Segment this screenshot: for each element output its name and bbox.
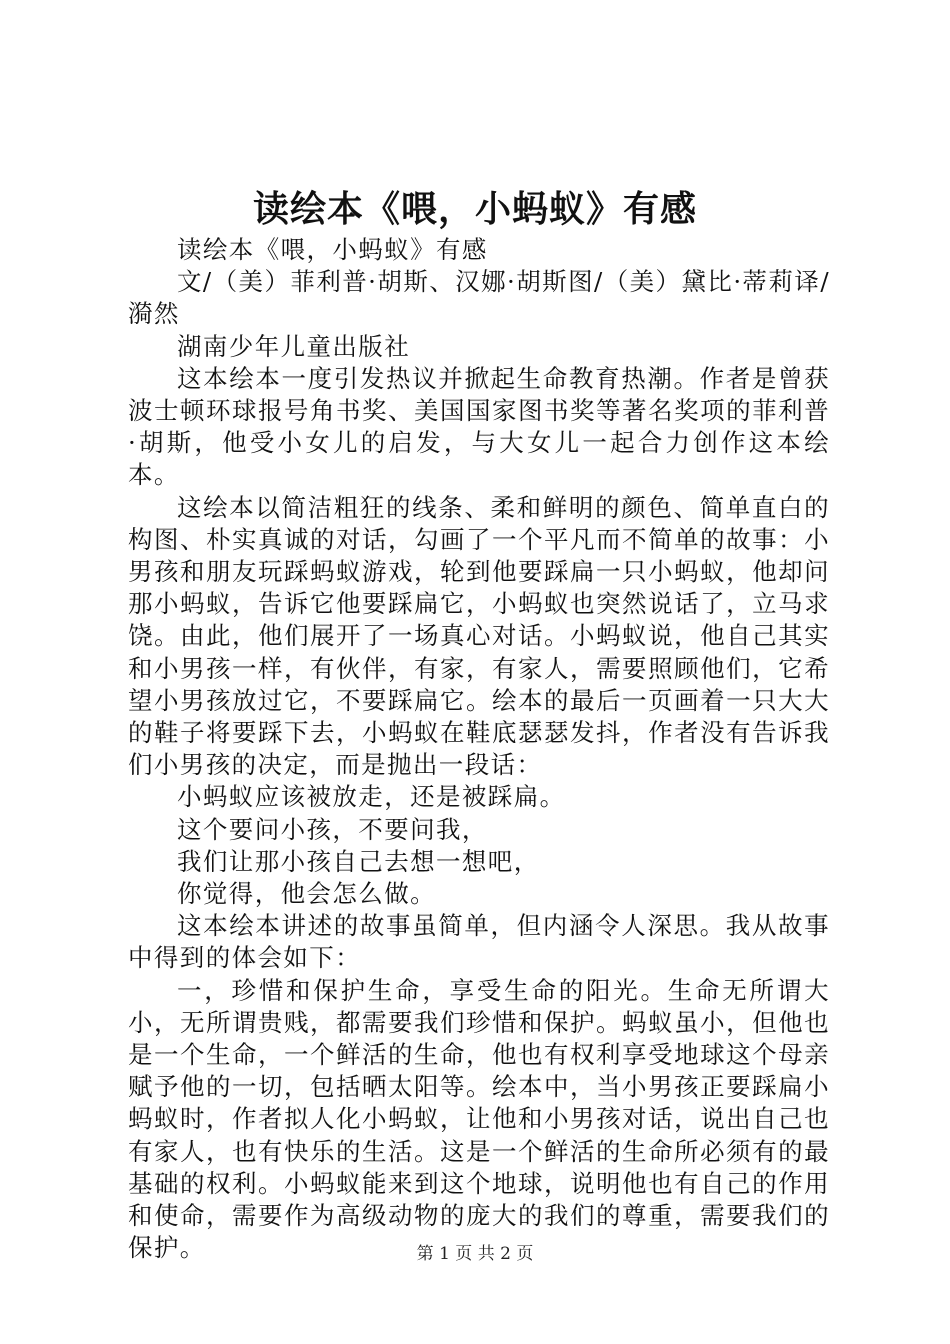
paragraph: 小蚂蚁应该被放走，还是被踩扁。 [177, 782, 566, 812]
paragraph: 文/（美）菲利普·胡斯、汉娜·胡斯图/（美）黛比·蒂莉译/漪然 [128, 267, 830, 329]
page-footer: 第 1 页 共 2 页 [416, 1244, 534, 1264]
paragraph: 这绘本以简洁粗狂的线条、柔和鲜明的颜色、简单直白的构图、朴实真诚的对话，勾画了一个平凡而不简单的故事：小男孩和朋友玩踩蚂蚁游戏，轮到他要踩扁一只小蚂蚁，他却问那小蚂蚁，告诉它他要踩扁它，小蚂蚁也突然说话了，立马求饶。由此，他们展开了一场真心对话。小蚂蚁说，他自己其实和小男孩一样，有伙伴，有家，有家人，需要照顾他们，它希望小男孩放过它，不要踩扁它。绘本的最后一页画着一只大大的鞋子将要踩下去，小蚂蚁在鞋底瑟瑟发抖，作者没有告诉我们小男孩的决定，而是抛出一段话： [128, 492, 830, 780]
paragraph: 一，珍惜和保护生命，享受生命的阳光。生命无所谓大小，无所谓贵贱，都需要我们珍惜和保护。蚂蚁虽小，但他也是一个生命，一个鲜活的生命，他也有权利享受地球这个母亲赋予他的一切，包括晒太阳等。绘本中，当小男孩正要踩扁小蚂蚁时，作者拟人化小蚂蚁，让他和小男孩对话，说出自己也有家人，也有快乐的生活。这是一个鲜活的生命所必须有的最基础的权利。小蚂蚁能来到这个地球，说明他也有自己的作用和使命，需要作为高级动物的庞大的我们的尊重，需要我们的保护。 [128, 975, 830, 1263]
paragraph: 湖南少年儿童出版社 [177, 331, 411, 361]
document-title: 读绘本《喂，小蚂蚁》有感 [252, 189, 697, 230]
document-body [128, 234, 830, 1265]
paragraph: 这本绘本讲述的故事虽简单，但内涵令人深思。我从故事中得到的体会如下： [128, 911, 830, 973]
paragraph: 这本绘本一度引发热议并掀起生命教育热潮。作者是曾获波士顿环球报号角书奖、美国国家图书奖等著名奖项的菲利普·胡斯，他受小女儿的启发，与大女儿一起合力创作这本绘本。 [128, 363, 830, 490]
paragraph: 你觉得，他会怎么做。 [177, 879, 436, 909]
paragraph: 我们让那小孩自己去想一想吧， [177, 846, 540, 876]
paragraph: 这个要问小孩，不要问我， [177, 814, 488, 844]
paragraph: 读绘本《喂，小蚂蚁》有感 [177, 235, 488, 264]
